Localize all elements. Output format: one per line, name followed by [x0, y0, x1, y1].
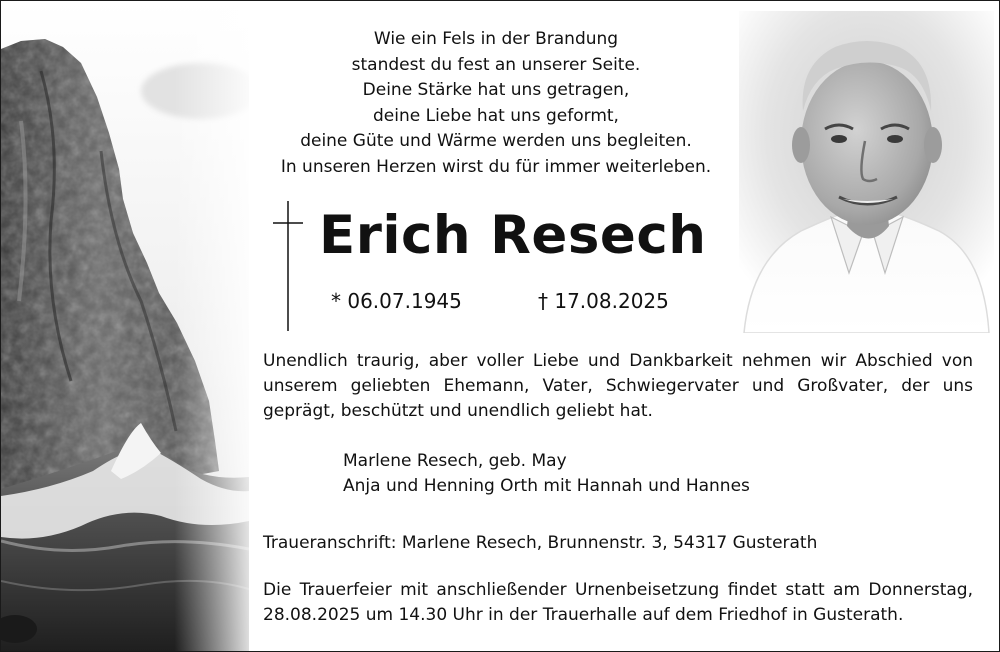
- poem-line: In unseren Herzen wirst du für immer weiterleben.: [280, 156, 712, 177]
- poem-line: deine Liebe hat uns geformt,: [373, 105, 619, 126]
- rock-in-surf-image: [1, 1, 249, 651]
- mourner-entry: Anja und Henning Orth mit Hannah und Hannes: [343, 476, 750, 496]
- portrait-photo: [739, 11, 994, 333]
- poem-line: Deine Stärke hat uns getragen,: [362, 80, 630, 100]
- cross-icon: [273, 201, 303, 331]
- memorial-poem: [251, 27, 741, 180]
- farewell-message: Unendlich traurig, aber voller Liebe und Dankbarkeit nehmen wir Abschied von unserem geliebten Ehemann, Vater, Schwiegervater und Großvater, der uns geprägt, beschützt und unendlich geliebt hat.: [263, 351, 973, 421]
- ceremony-info: Die Trauerfeier mit anschließender Urnenbeisetzung findet statt am Donnerstag, 28.08.2025 um 14.30 Uhr in der Trauerhalle auf dem Friedhof in Gusterath.: [263, 580, 973, 625]
- poem-line: standest du fest an unserer Seite.: [351, 54, 641, 75]
- poem-line: deine Güte und Wärme werden uns begleiten.: [300, 131, 692, 151]
- deceased-name: Erich Resech: [319, 205, 707, 266]
- mourners-list: [343, 449, 750, 499]
- death-date: † 17.08.2025: [538, 289, 669, 313]
- mourning-address: Traueranschrift: Marlene Resech, Brunnenstr. 3, 54317 Gusterath: [263, 533, 818, 553]
- mourner-entry: Marlene Resech, geb. May: [343, 451, 567, 471]
- poem-line: Wie ein Fels in der Brandung: [373, 29, 619, 49]
- birth-date: * 06.07.1945: [331, 289, 462, 313]
